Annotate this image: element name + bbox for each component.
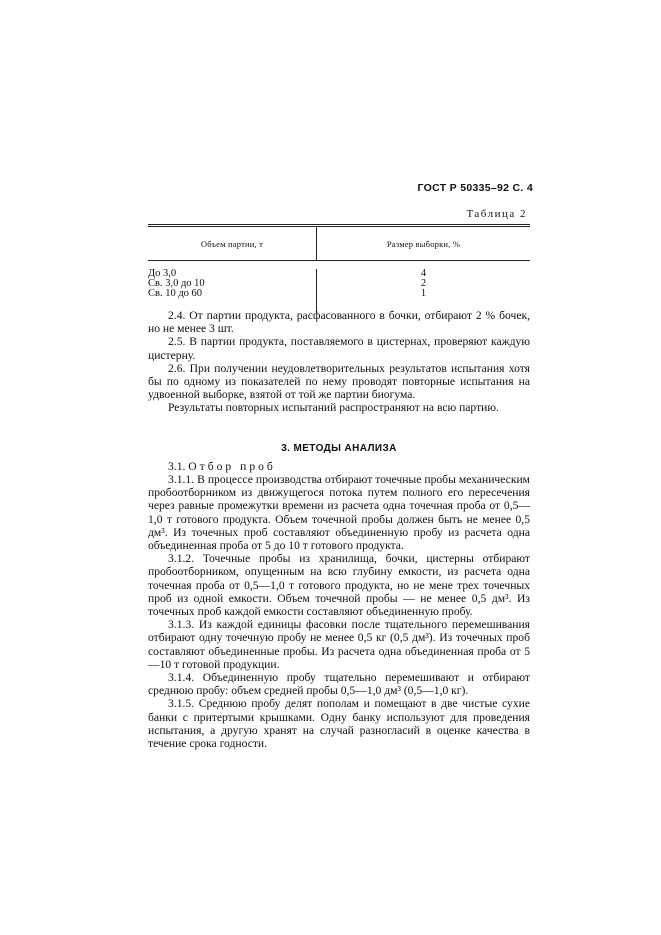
table-cell-range: До 3,0 — [148, 268, 177, 279]
paragraph: 3.1.2. Точечные пробы из хранилища, бочки, цистерны отбирают пробоотборником, опущенным на всю глубину емкости, из расчета одна точечная проба от 0,5—1,0 т готового продукта, но не мене трех точечных проб из одной емкости. Объем точечной пробы — не менее 0,5 дм³. Из точечных проб каждой емкости составляют объединенную пробу. — [148, 552, 530, 619]
paragraph: 2.5. В партии продукта, поставляемого в цистернах, проверяют каждую цистерну. — [148, 335, 530, 362]
table-cell-range: Св. 10 до 60 — [148, 288, 203, 299]
table-cell-value: 4 — [420, 268, 427, 279]
subsection-title: Отбор проб — [188, 460, 276, 473]
paragraph: 3.1.3. Из каждой единицы фасовки после тщательного перемешивания отбирают одну точечную пробу не менее 0,5 кг (0,5 дм³). Из точечных проб составляют объединенные пробы. Из расчета одна объединенная проба от 5—10 т готовой продукции. — [148, 618, 530, 671]
section-title: 3. МЕТОДЫ АНАЛИЗА — [281, 443, 397, 454]
paragraph: 2.6. При получении неудовлетворительных результатов испытания хотя бы по одному из показателей по нему проводят повторные испытания на удвоенной выборке, взятой от той же партии биогума. — [148, 361, 530, 402]
table-cell-value: 1 — [420, 288, 427, 299]
table-cell-range: Св. 3,0 до 10 — [148, 278, 205, 289]
table-body — [148, 261, 530, 313]
paragraph: 3.1.5. Среднюю пробу делят пополам и помещают в две чистые сухие банки с притертыми крышками. Одну банку используют для проведения испытания, а другую хранят на случай разногласий в оценке качества в течение срока годности. — [148, 697, 530, 751]
table-cell-value: 2 — [420, 278, 427, 289]
subsection-heading — [148, 460, 530, 473]
text-block-section-3 — [148, 473, 530, 750]
subsection-number: 3.1. — [168, 460, 186, 473]
table-caption: Таблица 2 — [466, 208, 527, 220]
document-header: ГОСТ Р 50335–92 С. 4 — [417, 182, 533, 194]
column-header-lot-volume: Объем партии, т — [148, 227, 317, 260]
text-block-section-2 — [148, 309, 530, 415]
table-header — [148, 227, 530, 260]
data-table — [148, 224, 530, 313]
paragraph: 2.4. От партии продукта, расфасованного в бочки, отбирают 2 % бочек, но не менее 3 шт. — [148, 309, 530, 336]
column-header-sample-size: Размер выборки, % — [386, 238, 461, 249]
paragraph: 3.1.4. Объединенную пробу тщательно перемешивают и отбирают среднюю пробу: объем средней пробы 0,5—1,0 дм³ (0,5—1,0 кг). — [148, 671, 530, 698]
paragraph: 3.1.1. В процессе производства отбирают точечные пробы механическим пробоотборником из движущегося потока путем полного его пересечения через равные промежутки времени из расчета одна точечная проба от 0,5—1,0 т готового продукта. Объем точечной пробы должен быть не менее 0,5 дм³. Из точечных проб составляют объединенную пробу из расчета одна объединенная проба от 5 до 10 т готового продукта. — [148, 473, 530, 553]
paragraph: Результаты повторных испытаний распространяют на всю партию. — [168, 401, 499, 415]
